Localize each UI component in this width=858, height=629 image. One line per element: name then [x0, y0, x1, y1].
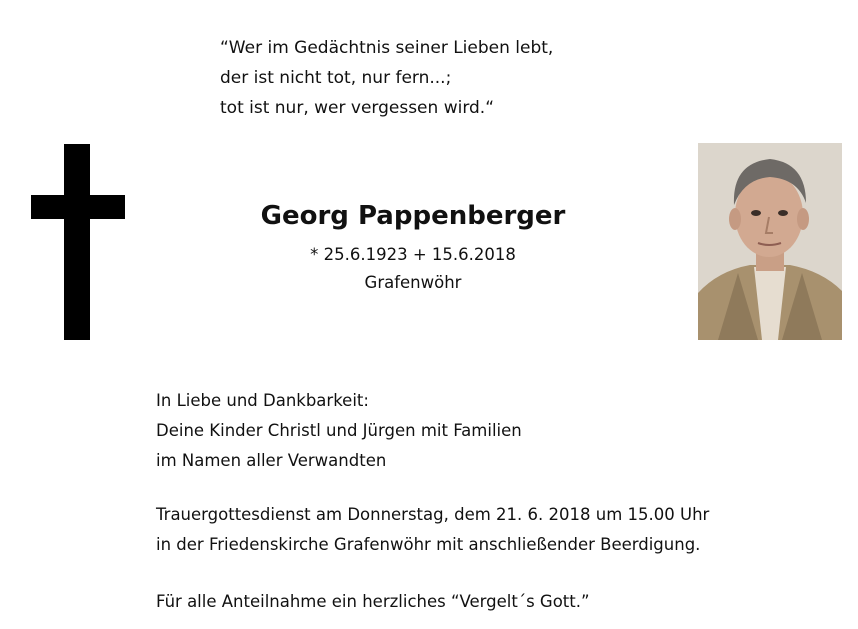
- portrait-photo: [698, 143, 842, 340]
- cross-horizontal-bar: [31, 195, 125, 219]
- mourners-line: im Namen aller Verwandten: [156, 451, 387, 470]
- memorial-quote: [220, 33, 553, 123]
- quote-line: “Wer im Gedächtnis seiner Lieben lebt,: [220, 38, 554, 58]
- quote-line: der ist nicht tot, nur fern...;: [220, 68, 452, 88]
- mourners-line: In Liebe und Dankbarkeit:: [156, 391, 369, 410]
- thanks-line: Für alle Anteilnahme ein herzliches “Vergelt´s Gott.”: [156, 592, 590, 611]
- hometown: Grafenwöhr: [364, 273, 462, 292]
- cross-icon: [31, 144, 125, 340]
- service-line: Trauergottesdienst am Donnerstag, dem 21. 6. 2018 um 15.00 Uhr: [156, 505, 710, 524]
- mourners-line: Deine Kinder Christl und Jürgen mit Familien: [156, 421, 522, 440]
- service-line: in der Friedenskirche Grafenwöhr mit anschließender Beerdigung.: [156, 535, 701, 554]
- mourners-block: [156, 386, 522, 476]
- deceased-name: Georg Pappenberger: [260, 201, 566, 231]
- funeral-service-block: [156, 500, 709, 560]
- life-dates: * 25.6.1923 + 15.6.2018: [310, 245, 516, 264]
- cross-vertical-bar: [64, 144, 90, 340]
- thanks-block: [156, 587, 590, 617]
- quote-line: tot ist nur, wer vergessen wird.“: [220, 98, 495, 118]
